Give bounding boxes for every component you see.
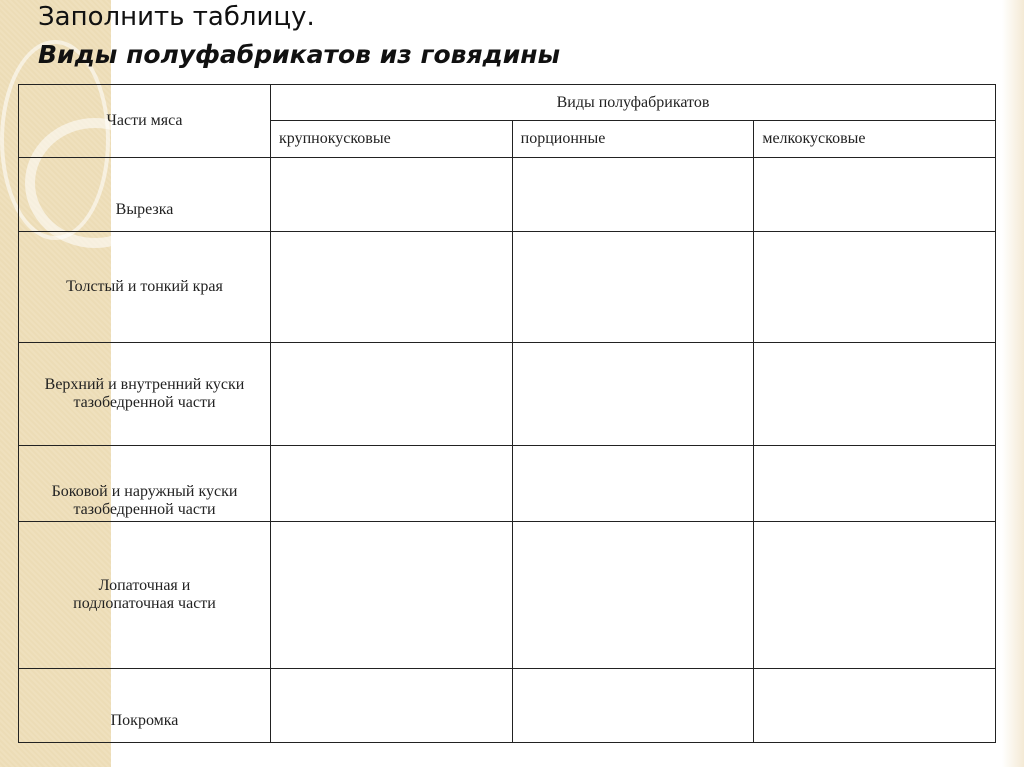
table-cell[interactable] [512, 446, 754, 522]
decorative-right-edge [1002, 0, 1024, 767]
subheader-large-pieces: крупнокусковые [271, 121, 513, 158]
table-cell[interactable] [754, 669, 996, 743]
header-meat-parts: Части мяса [19, 85, 271, 158]
row-label: Вырезка [19, 158, 271, 232]
table-cell[interactable] [271, 158, 513, 232]
row-label: Верхний и внутренний куски тазобедренной части [19, 343, 271, 446]
table-cell[interactable] [754, 522, 996, 669]
row-label: Лопаточная и подлопаточная части [19, 522, 271, 669]
table-cell[interactable] [754, 232, 996, 343]
table-cell[interactable] [512, 522, 754, 669]
slide-title-block [38, 0, 738, 80]
slide-subtitle: Виды полуфабрикатов из говядины [38, 40, 561, 69]
table-cell[interactable] [754, 158, 996, 232]
semi-finished-products-table [18, 84, 996, 743]
row-label: Толстый и тонкий края [19, 232, 271, 343]
table-cell[interactable] [512, 232, 754, 343]
subheader-portioned: порционные [512, 121, 754, 158]
slide-title: Заполнить таблицу. [38, 2, 315, 32]
table-cell[interactable] [512, 669, 754, 743]
table-cell[interactable] [754, 343, 996, 446]
header-product-types: Виды полуфабрикатов [271, 85, 996, 121]
table-cell[interactable] [271, 343, 513, 446]
table-cell[interactable] [271, 446, 513, 522]
table-cell[interactable] [512, 158, 754, 232]
table-cell[interactable] [754, 446, 996, 522]
table-cell[interactable] [271, 669, 513, 743]
table-cell[interactable] [271, 522, 513, 669]
table-cell[interactable] [271, 232, 513, 343]
subheader-small-pieces: мелкокусковые [754, 121, 996, 158]
row-label: Боковой и наружный куски тазобедренной части [19, 446, 271, 522]
row-label: Покромка [19, 669, 271, 743]
table-cell[interactable] [512, 343, 754, 446]
